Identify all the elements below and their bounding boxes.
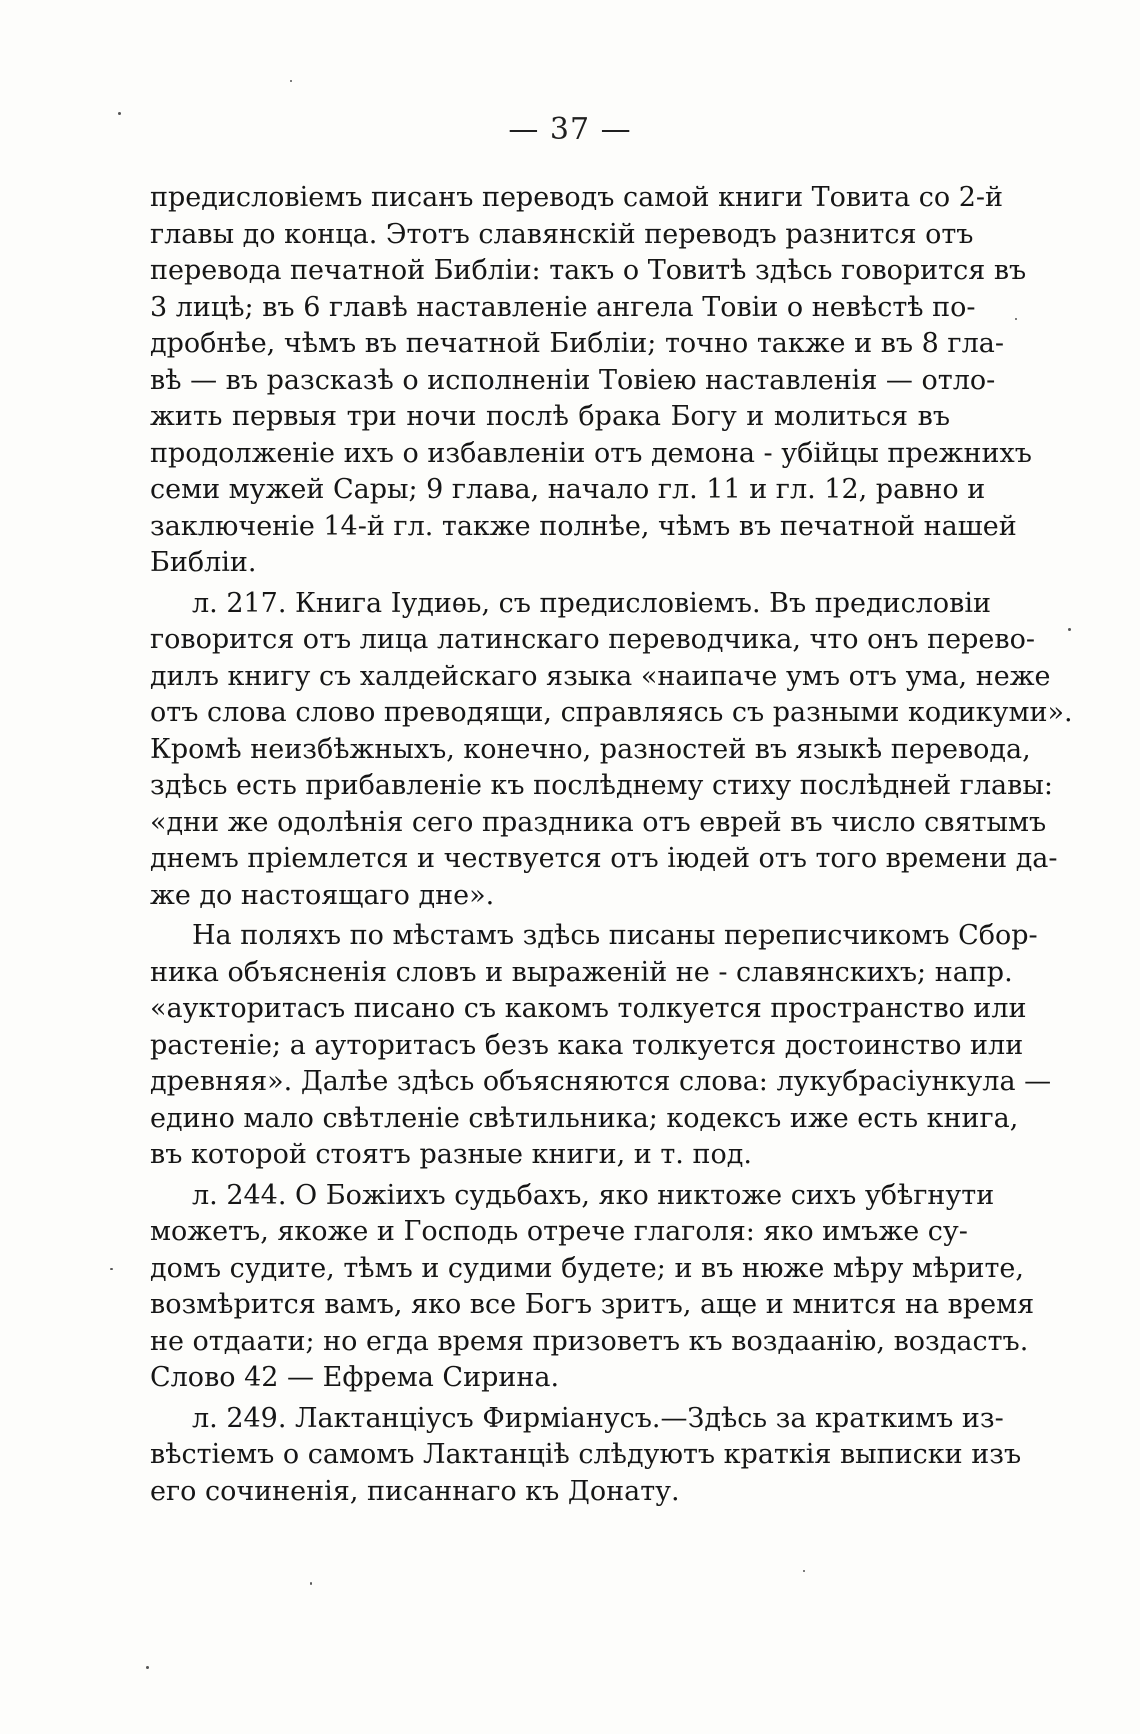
text-line: его сочиненія, писаннаго къ Донату. [150,1475,680,1507]
text-line: л. 244. О Божіихъ судьбахъ, яко никтоже сихъ убѣгнути [192,1179,995,1211]
text-line: л. 249. Лактанціусъ Фирміанусъ.—Здѣсь за краткимъ из- [192,1402,1004,1434]
text-line: На поляхъ по мѣстамъ здѣсь писаны переписчикомъ Сбор- [192,920,1038,951]
scan-speck [290,80,292,82]
text-line: ника объясненія словъ и выраженій не - славянскихъ; напр. [150,956,1013,988]
text-line: жить первыя три ночи послѣ брака Богу и молиться въ [150,401,950,432]
text-line: Библіи. [150,547,257,578]
text-line: продолженіе ихъ о избавленіи отъ демона - убійцы прежнихъ [150,437,1032,469]
text-line: днемъ пріемлется и чествуется отъ іюдей отъ того времени да- [150,843,1058,874]
text-line: «аукторитасъ писано съ какомъ толкуется пространство или [150,993,1027,1024]
text-line: же до настоящаго дне». [150,879,495,911]
scan-speck [146,1666,149,1669]
text-line: говорится отъ лица латинскаго переводчика, что онъ перево- [150,624,1035,655]
text-line: здѣсь есть прибавленіе къ послѣднему стиху послѣдней главы: [150,770,1053,801]
text-line: предисловіемъ писанъ переводъ самой книги Товита со 2-й [150,182,1004,213]
paragraph-glosses [150,918,1052,1174]
text-line: возмѣрится вамъ, яко все Богъ зритъ, аще и мнится на время [150,1289,1035,1320]
scan-speck [803,1570,805,1572]
text-line: растеніе; а ауторитасъ безъ кака толкуется достоинство или [150,1029,1024,1061]
text-line: въ которой стоятъ разные книги, и т. под. [150,1139,752,1170]
paragraph-lactantius [150,1401,1022,1511]
text-line: заключеніе 14-й гл. также полнѣе, чѣмъ въ печатной нашей [150,510,1017,542]
text-line: можетъ, якоже и Господь отрече глаголя: яко имъже су- [150,1216,968,1247]
scan-speck [118,112,121,115]
paragraph-ephrem [150,1178,1035,1397]
text-line: дробнѣе, чѣмъ въ печатной Библіи; точно также и въ 8 гла- [150,328,1004,359]
text-line: дилъ книгу съ халдейскаго языка «наипаче умъ отъ ума, неже [150,660,1051,692]
body-text [150,180,1073,1514]
text-line: едино мало свѣтленіе свѣтильника; кодексъ иже есть книга, [150,1102,1019,1134]
text-line: древняя». Далѣе здѣсь объясняются слова: лукубрасіункула — [150,1066,1052,1097]
text-line: перевода печатной Библіи: такъ о Товитѣ здѣсь говорится въ [150,255,1027,286]
scan-speck [1015,318,1017,320]
scan-speck [110,1268,113,1270]
text-line: «дни же одолѣнія сего праздника отъ еврей въ число святымъ [150,806,1047,838]
text-line: главы до конца. Этотъ славянскій переводъ разнится отъ [150,218,974,250]
text-line: не отдаати; но егда время призоветъ къ воздаанію, воздастъ. [150,1325,1029,1357]
paragraph-judith [150,586,1073,915]
text-line: домъ судите, тѣмъ и судими будете; и въ нюже мѣру мѣрите, [150,1252,1024,1284]
text-line: 3 лицѣ; въ 6 главѣ наставленіе ангела Товіи о невѣстѣ по- [150,291,976,323]
paragraph-tobit [150,180,1032,582]
text-line: отъ слова слово преводящи, справляясь съ разными кодикуми». [150,697,1073,728]
text-line: вѣстіемъ о самомъ Лактанціѣ слѣдуютъ краткія выписки изъ [150,1439,1022,1470]
text-line: Слово 42 — Ефрема Сирина. [150,1362,560,1393]
scan-speck [1068,628,1071,631]
text-line: л. 217. Книга Іудиѳь, съ предисловіемъ. Въ предисловіи [192,587,991,619]
text-line: вѣ — въ разсказѣ о исполненіи Товіею наставленія — отло- [150,364,996,396]
text-line: Кромѣ неизбѣжныхъ, конечно, разностей въ языкѣ перевода, [150,733,1031,765]
scan-speck [310,1582,312,1585]
page-number: — 37 — [508,112,632,147]
text-line: семи мужей Сары; 9 глава, начало гл. 11 и гл. 12, равно и [150,474,986,505]
